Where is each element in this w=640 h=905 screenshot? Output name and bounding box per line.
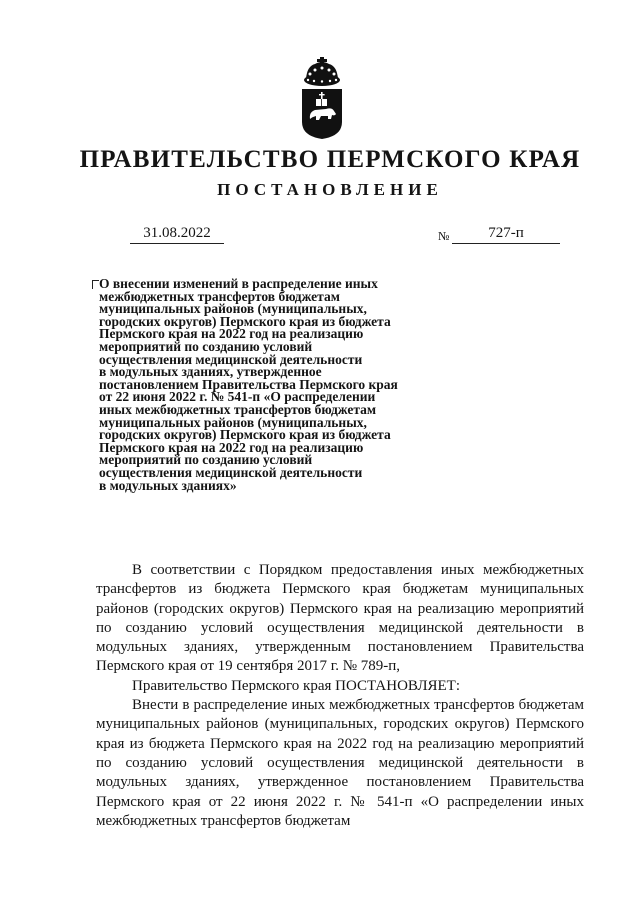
document-type: ПОСТАНОВЛЕНИЕ (217, 180, 443, 199)
subject-line: иных межбюджетных трансфертов бюджетам (99, 401, 377, 417)
coat-of-arms-icon (299, 56, 345, 140)
document-date: 31.08.2022 (130, 223, 224, 244)
organization-title: ПРАВИТЕЛЬСТВО ПЕРМСКОГО КРАЯ (79, 146, 581, 173)
subject-line: осуществления медицинской деятельности (99, 351, 363, 367)
subject-line: осуществления медицинской деятельности (99, 464, 363, 480)
subject-heading (99, 278, 444, 492)
number-label: № (438, 229, 450, 243)
subject-line: городских округов) Пермского края из бюджета (99, 313, 391, 329)
subject-line: от 22 июня 2022 г. № 541-п «О распределении (99, 389, 376, 405)
subject-line: постановлением Правительства Пермского края (99, 376, 398, 392)
subject-line: мероприятий по созданию условий (99, 452, 313, 468)
body-paragraph: Внести в распределение иных межбюджетных трансфертов бюджетам муниципальных районов (муниципальных, городских округов) Пермского края из бюджета Пермского края на 2022 год на реализацию мероприятий по созданию условий осуществления медицинской деятельности в модульных зданиях, утвержденное постановлением Правительства Пермского края от 22 июня 2022 г. № 541-п «О распределении иных межбюджетных трансфертов бюджетам (96, 697, 584, 829)
body-paragraph: Правительство Пермского края ПОСТАНОВЛЯЕТ: (132, 677, 461, 694)
subject-line: городских округов) Пермского края из бюджета (99, 427, 391, 443)
subject-line: в модульных зданиях» (99, 477, 237, 493)
subject-corner-mark (92, 280, 99, 289)
document-body (96, 561, 584, 831)
subject-line: Пермского края на 2022 год на реализацию (99, 326, 364, 342)
subject-line: Пермского края на 2022 год на реализацию (99, 439, 364, 455)
subject-line: в модульных зданиях, утвержденное (99, 364, 322, 380)
subject-line: муниципальных районов (муниципальных, (99, 301, 367, 317)
body-paragraph: В соответствии с Порядком предоставления иных межбюджетных трансфертов из бюджета Пермского края бюджетам муниципальных районов (городских округов) Пермского края на реализацию мероприятий по созданию условий осуществления медицинской деятельности в модульных зданиях, утвержденным постановлением Правительства Пермского края от 19 сентября 2017 г. № 789-п, (96, 562, 584, 675)
document-number: 727-п (452, 223, 560, 244)
subject-line: муниципальных районов (муниципальных, (99, 414, 367, 430)
subject-line: О внесении изменений в распределение иных (99, 276, 378, 291)
subject-line: межбюджетных трансфертов бюджетам (99, 288, 340, 304)
subject-line: мероприятий по созданию условий (99, 338, 313, 354)
